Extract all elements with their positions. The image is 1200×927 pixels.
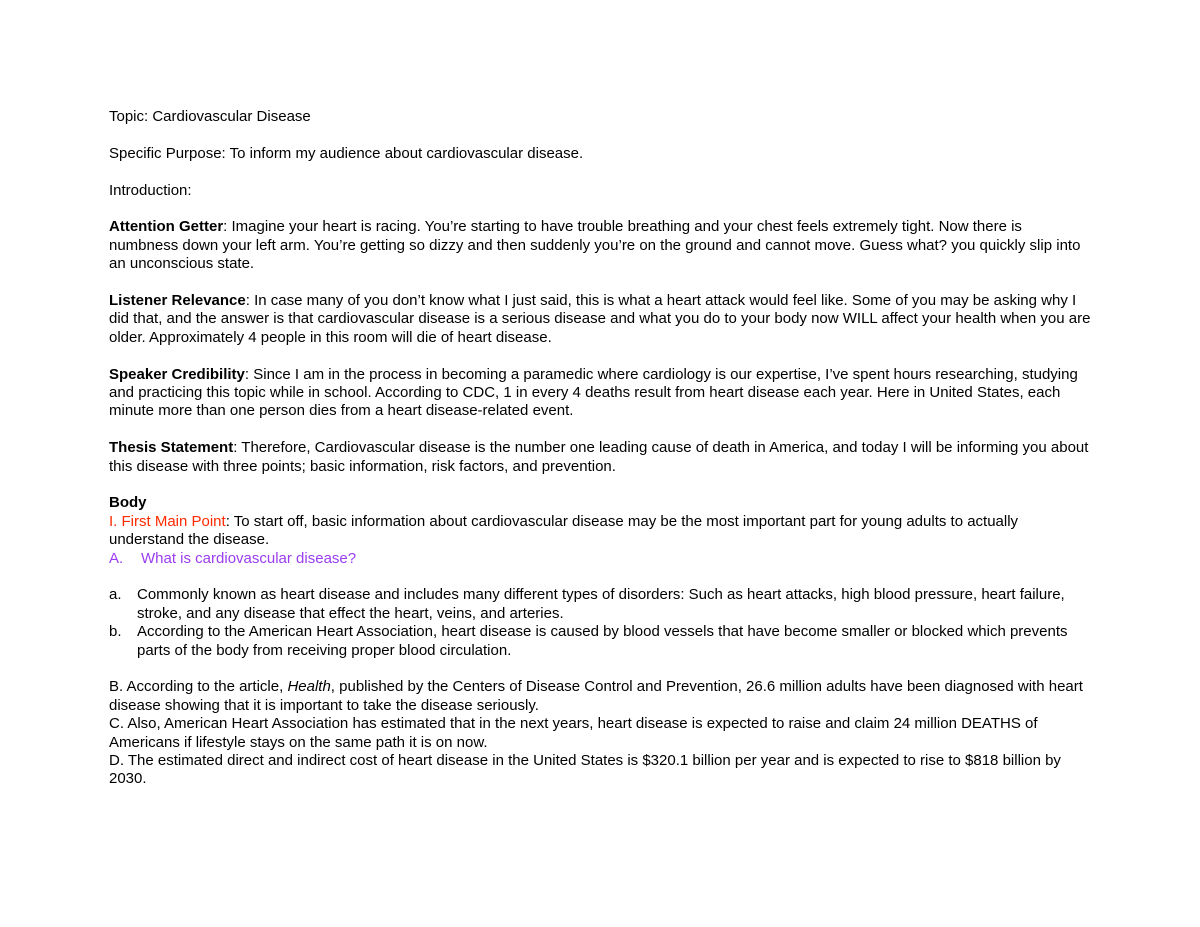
speaker-credibility bbox=[109, 366, 1094, 421]
point-b-pre: B. According to the article, bbox=[109, 678, 288, 696]
thesis-statement bbox=[109, 439, 1094, 476]
sub-point-list bbox=[109, 586, 1094, 660]
point-b bbox=[109, 678, 1094, 715]
list-item-marker: b. bbox=[109, 623, 122, 641]
point-d: D. The estimated direct and indirect cost of heart disease in the United States is $320.1 billion per year and is expected to rise to $818 billion by 2030. bbox=[109, 752, 1061, 788]
thesis-statement-label: Thesis Statement bbox=[109, 439, 234, 457]
list-item-text: Commonly known as heart disease and includes many different types of disorders: Such as heart attacks, high blood pressure, heart failure, stroke, and any disease that effect the heart, veins, and arteries. bbox=[137, 586, 1065, 622]
attention-getter-label: Attention Getter bbox=[109, 218, 224, 236]
first-main-point-text: : To start off, basic information about cardiovascular disease may be the most important part for young adults to actually understand the disease. bbox=[109, 512, 1019, 549]
listener-relevance bbox=[109, 292, 1094, 347]
point-b-article-title: Health bbox=[287, 678, 331, 696]
topic-line: Topic: Cardiovascular Disease bbox=[109, 108, 311, 125]
speaker-credibility-text: : Since I am in the process in becoming a paramedic where cardiology is our expertise, I’ve spent hours researching, studying and practicing this topic while in school. According to CDC, 1 in every 4 deaths result from heart disease each year. Here in United States, each minute more than one person dies from a heart disease-related event. bbox=[109, 365, 1078, 420]
specific-purpose: Specific Purpose: To inform my audience about cardiovascular disease. bbox=[109, 144, 584, 162]
point-c: C. Also, American Heart Association has estimated that in the next years, heart disease is expected to raise and claim 24 million DEATHS of Americans if lifestyle stays on the same path it is on now. bbox=[109, 715, 1038, 751]
point-b-post: , published by the Centers of Disease Control and Prevention, 26.6 million adults have been diagnosed with heart disease showing that it is important to take the disease seriously. bbox=[109, 678, 1083, 714]
list-item-text: According to the American Heart Association, heart disease is caused by blood vessels that have become smaller or blocked which prevents parts of the body from receiving proper blood circulation. bbox=[137, 623, 1068, 659]
first-main-point bbox=[109, 513, 1094, 550]
introduction-heading: Introduction: bbox=[109, 181, 192, 199]
outline-body bbox=[109, 108, 1094, 789]
body-heading-text: Body bbox=[109, 494, 147, 512]
thesis-statement-text: : Therefore, Cardiovascular disease is the number one leading cause of death in America, and today I will be informing you about this disease with three points; basic information, risk factors, and prevention. bbox=[109, 439, 1089, 475]
list-item bbox=[109, 623, 1094, 660]
first-main-point-label: I. First Main Point bbox=[109, 512, 226, 530]
sub-point-a-marker: A. bbox=[109, 549, 124, 567]
listener-relevance-label: Listener Relevance bbox=[109, 292, 246, 309]
sub-point-a bbox=[109, 550, 1094, 568]
list-item bbox=[109, 586, 1094, 623]
attention-getter bbox=[109, 218, 1094, 273]
attention-getter-text: : Imagine your heart is racing. You’re starting to have trouble breathing and your chest feels extremely tight. Now there is numbness down your left arm. You’re getting so dizzy and then suddenly you’re on the ground and cannot move. Guess what? you quickly slip into an unconscious state. bbox=[109, 218, 1081, 273]
body-heading bbox=[109, 494, 1094, 512]
speaker-credibility-label: Speaker Credibility bbox=[109, 365, 245, 383]
sub-point-a-text: What is cardiovascular disease? bbox=[141, 549, 357, 567]
listener-relevance-text: : In case many of you don’t know what I just said, this is what a heart attack would feel like. Some of you may be asking why I did that, and the answer is that cardiovascular disease is a serious disease and what you do to your body now WILL affect your health when you are older. Approximately 4 people in this room will die of heart disease. bbox=[109, 292, 1091, 346]
list-item-marker: a. bbox=[109, 586, 122, 604]
